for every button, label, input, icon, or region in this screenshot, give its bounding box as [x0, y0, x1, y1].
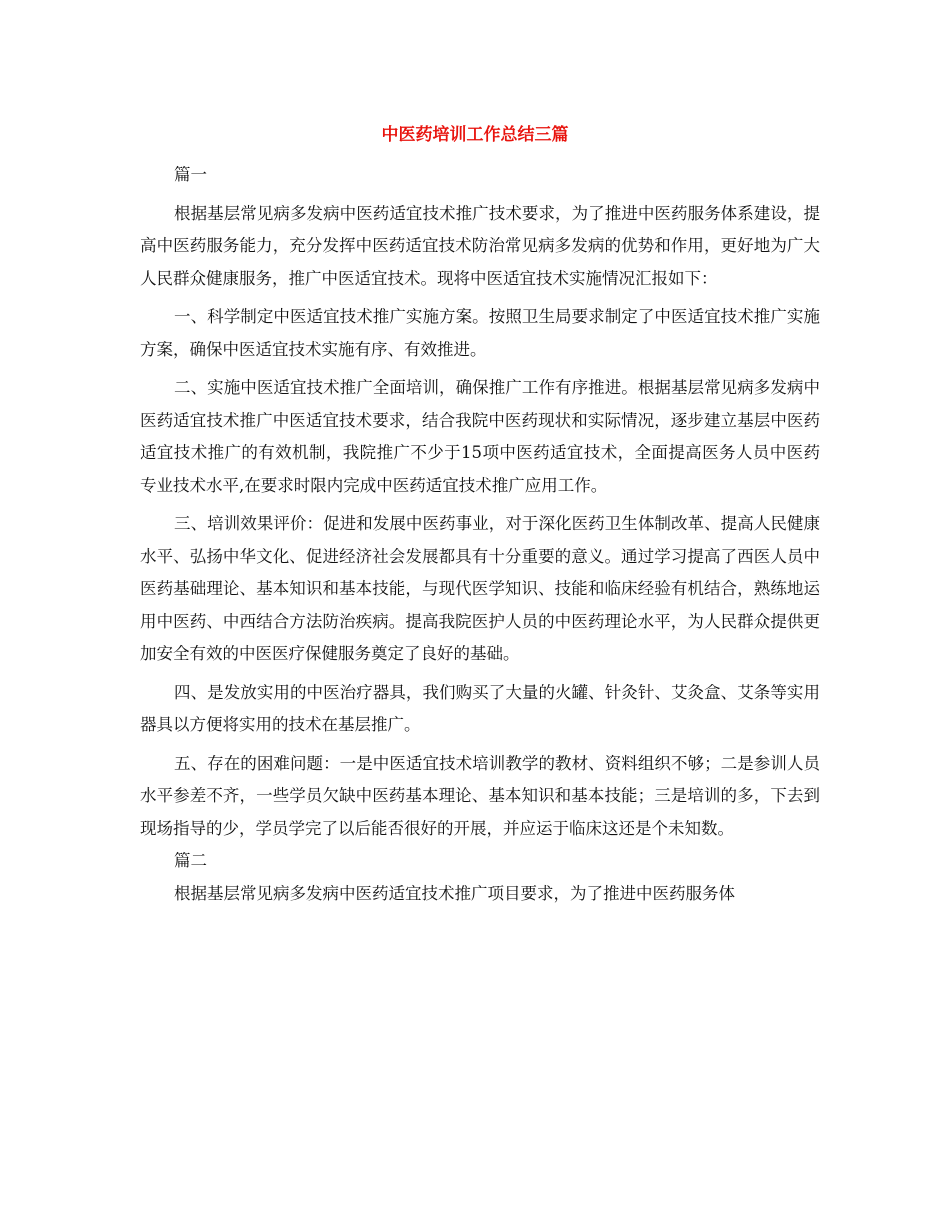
paragraph-point-3: 三、培训效果评价：促进和发展中医药事业，对于深化医药卫生体制改革、提高人民健康水平、弘扬中华文化、促进经济社会发展都具有十分重要的意义。通过学习提高了西医人员中医药基础理论、基本知识和基本技能，与现代医学知识、技能和临床经验有机结合，熟练地运用中医药、中西结合方法防治疾病。提高我院医护人员的中医药理论水平，为人民群众提供更加安全有效的中医医疗保健服务奠定了良好的基础。 — [140, 514, 820, 663]
document-title: 中医药培训工作总结三篇 — [381, 125, 569, 145]
paragraph-section-2-intro: 根据基层常见病多发病中医药适宜技术推广项目要求，为了推进中医药服务体 — [174, 883, 735, 903]
paragraph-intro: 根据基层常见病多发病中医药适宜技术推广技术要求，为了推进中医药服务体系建设，提高中医药服务能力，充分发挥中医药适宜技术防治常见病多发病的优势和作用，更好地为广大人民群众健康服务，推广中医适宜技术。现将中医适宜技术实施情况汇报如下： — [140, 203, 820, 288]
paragraph-point-5: 五、存在的困难问题：一是中医适宜技术培训教学的教材、资料组织不够；二是参训人员水平参差不齐，一些学员欠缺中医药基本理论、基本知识和基本技能；三是培训的多，下去到现场指导的少，学员学完了以后能否很好的开展，并应运于临床这还是个未知数。 — [140, 753, 820, 838]
section-heading-1: 篇一 — [174, 165, 207, 184]
paragraph-point-2: 二、实施中医适宜技术推广全面培训，确保推广工作有序推进。根据基层常见病多发病中医药适宜技术推广中医适宜技术要求，结合我院中医药现状和实际情况，逐步建立基层中医药适宜技术推广的有效机制，我院推广不少于15项中医药适宜技术，全面提高医务人员中医药专业技术水平,在要求时限内完成中医药适宜技术推广应用工作。 — [140, 378, 820, 495]
section-heading-2: 篇二 — [174, 851, 207, 870]
document-body — [140, 159, 820, 910]
paragraph-point-1: 一、科学制定中医适宜技术推广实施方案。按照卫生局要求制定了中医适宜技术推广实施方案，确保中医适宜技术实施有序、有效推进。 — [140, 307, 820, 359]
paragraph-point-4: 四、是发放实用的中医治疗器具，我们购买了大量的火罐、针灸针、艾灸盒、艾条等实用器具以方便将实用的技术在基层推广。 — [140, 682, 820, 734]
